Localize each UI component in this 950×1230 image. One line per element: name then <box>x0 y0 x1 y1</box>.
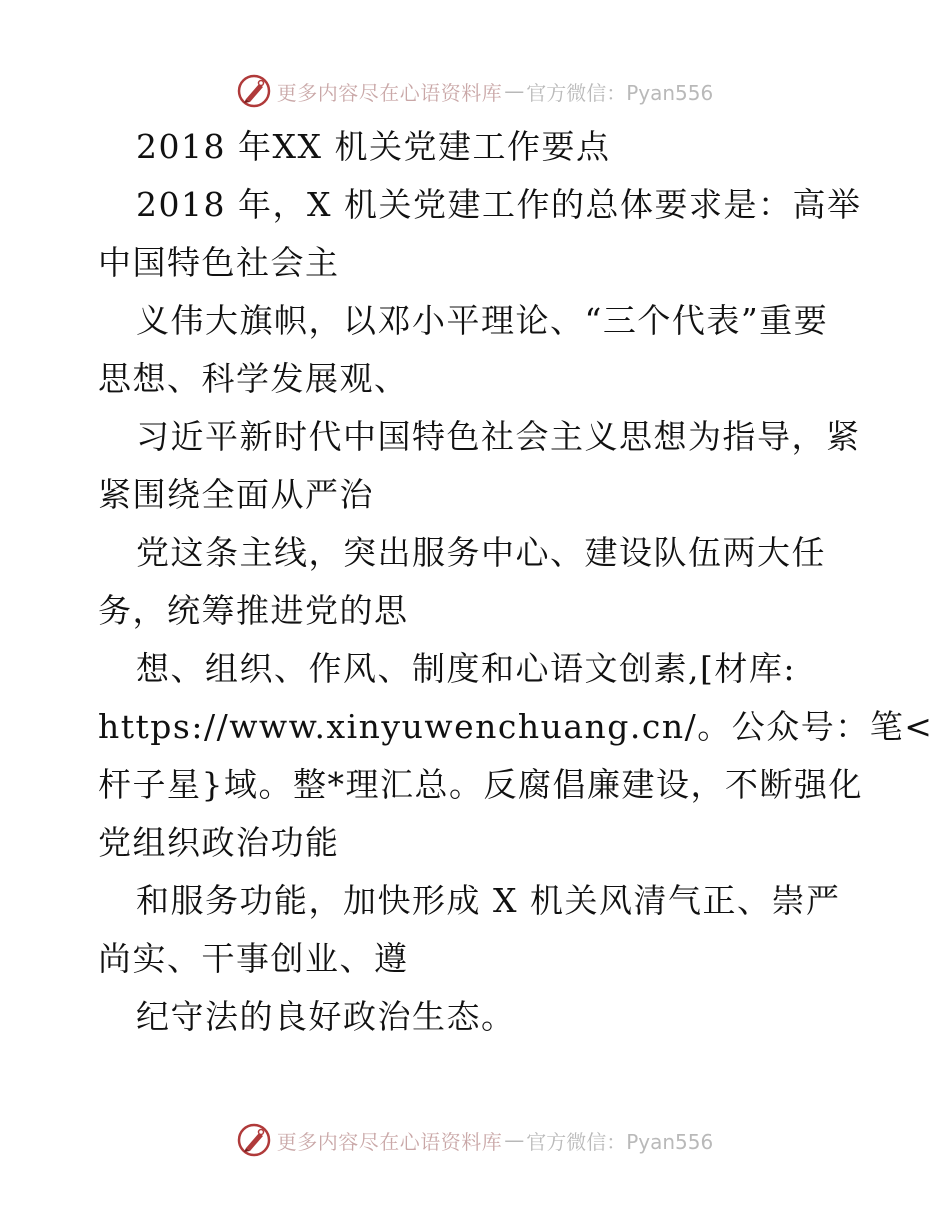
watermark-wechat: 官方微信：Pyan556 <box>526 80 714 105</box>
watermark-text: 更多内容尽在心语资料库 <box>276 1129 503 1154</box>
watermark-wechat: 官方微信：Pyan556 <box>526 1129 714 1154</box>
paragraph-line: 2018 年，X 机关党建工作的总体要求是：高举 <box>136 185 862 224</box>
paragraph-line: 想、组织、作风、制度和心语文创素,[材库: <box>136 649 796 688</box>
paragraph-line: 党这条主线，突出服务中心、建设队伍两大任 <box>136 533 826 572</box>
paragraph-line: 党组织政治功能 <box>98 823 340 862</box>
footer-watermark <box>0 1120 950 1160</box>
paragraph-line: 务，统筹推进党的思 <box>98 591 409 630</box>
paragraph-line: 紧围绕全面从严治 <box>98 475 374 514</box>
paragraph-line: 思想、科学发展观、 <box>98 359 409 398</box>
pen-logo-icon <box>237 74 271 108</box>
paragraph-line: 纪守法的良好政治生态。 <box>136 997 516 1036</box>
pen-logo-icon <box>237 1123 271 1157</box>
watermark-separator: — <box>504 1128 525 1152</box>
paragraph-line: 义伟大旗帜，以邓小平理论、“三个代表”重要 <box>136 301 829 340</box>
paragraph-line: 杆子星}域。整*理汇总。反腐倡廉建设，不断强化 <box>98 765 863 804</box>
paragraph-line: 习近平新时代中国特色社会主义思想为指导，紧 <box>136 417 861 456</box>
document-body <box>98 118 934 1046</box>
paragraph-line: 和服务功能，加快形成 X 机关风清气正、崇严 <box>136 881 841 920</box>
paragraph-line-url: https://www.xinyuwenchuang.cn/。公众号：笔< <box>98 707 934 746</box>
watermark-text: 更多内容尽在心语资料库 <box>276 80 503 105</box>
watermark-separator: — <box>504 79 525 103</box>
paragraph-line: 中国特色社会主 <box>98 243 340 282</box>
paragraph-line: 尚实、干事创业、遵 <box>98 939 409 978</box>
document-title: 2018 年XX 机关党建工作要点 <box>136 127 611 166</box>
header-watermark <box>0 71 950 111</box>
